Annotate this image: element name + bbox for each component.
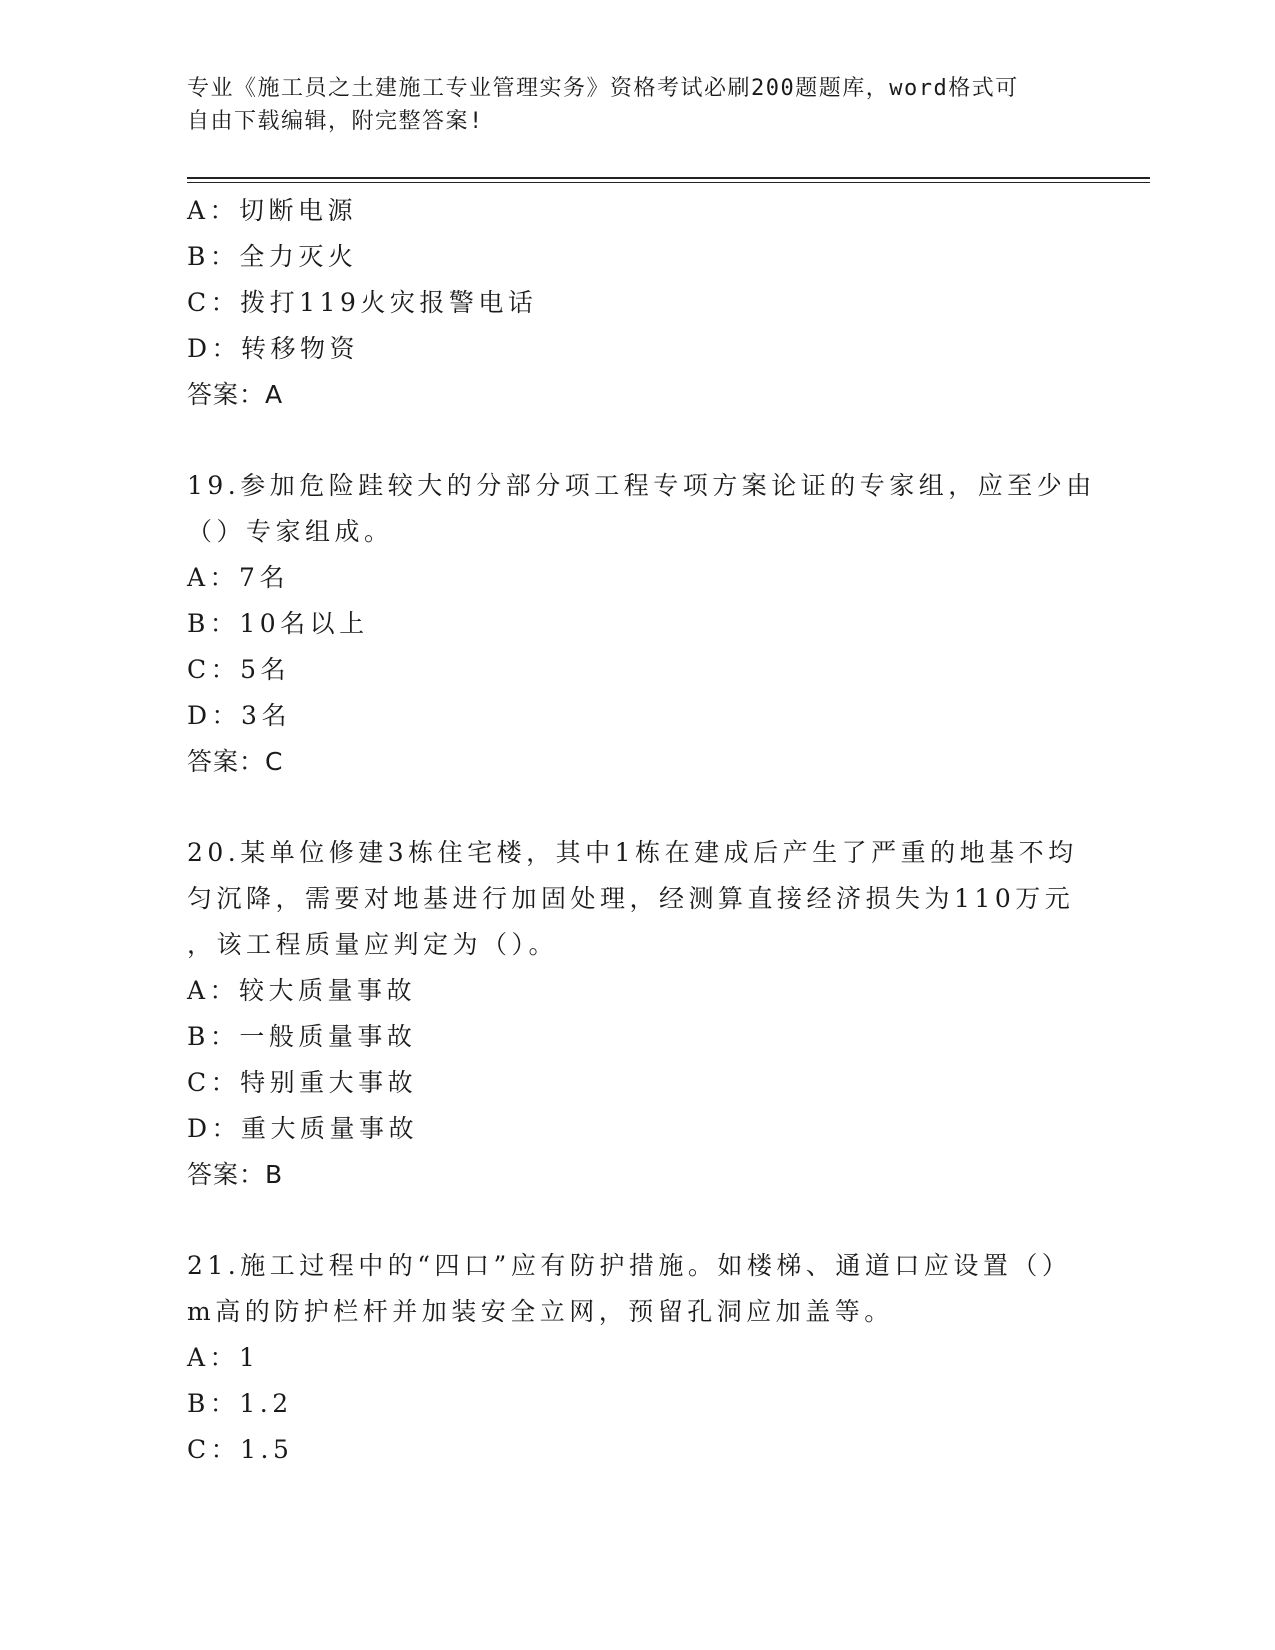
header-rule-thin xyxy=(187,182,1150,183)
option-a: A：7名 xyxy=(187,563,289,592)
option-b: B：全力灭火 xyxy=(187,242,358,271)
option-b: B：10名以上 xyxy=(187,609,369,638)
option-a: A：切断电源 xyxy=(187,196,358,225)
header-rule-thick xyxy=(187,177,1150,179)
option-c: C：5名 xyxy=(187,655,291,684)
answer-line: 答案：A xyxy=(187,380,284,409)
question-text-line: 匀沉降，需要对地基进行加固处理，经测算直接经济损失为110万元 xyxy=(187,884,1075,913)
option-d: D：重大质量事故 xyxy=(187,1114,419,1143)
question-text-line: ，该工程质量应判定为（）。 xyxy=(187,930,559,959)
spacer xyxy=(187,418,1087,463)
option-a: A：较大质量事故 xyxy=(187,976,417,1005)
question-block-19 xyxy=(187,463,1096,785)
spacer xyxy=(187,785,1087,830)
header-line-1: 专业《施工员之土建施工专业管理实务》资格考试必刷200题题库，word格式可 xyxy=(187,76,1019,101)
question-text-line: 19.参加危险跬较大的分部分项工程专项方案论证的专家组，应至少由 xyxy=(187,471,1096,500)
option-c: C：拨打119火灾报警电话 xyxy=(187,288,538,317)
option-d: D：转移物资 xyxy=(187,334,360,363)
question-block-21 xyxy=(187,1243,1087,1473)
option-b: B：一般质量事故 xyxy=(187,1022,417,1051)
question-block-20 xyxy=(187,830,1087,1198)
spacer xyxy=(187,1198,1087,1243)
question-text-line: （）专家组成。 xyxy=(187,517,394,546)
question-text-line: 21.施工过程中的“四口”应有防护措施。如楼梯、通道口应设置（） xyxy=(187,1251,1072,1280)
question-list xyxy=(187,188,1096,1473)
option-a: A：1 xyxy=(187,1343,260,1372)
header-line-2: 自由下载编辑，附完整答案! xyxy=(187,109,484,134)
question-text-line: 20.某单位修建3栋住宅楼，其中1栋在建成后产生了严重的地基不均 xyxy=(187,838,1078,867)
option-b: B：1.2 xyxy=(187,1389,293,1418)
option-c: C：特别重大事故 xyxy=(187,1068,418,1097)
answer-line: 答案：B xyxy=(187,1160,284,1189)
option-d: D：3名 xyxy=(187,701,291,730)
question-text-line: m高的防护栏杆并加装安全立网，预留孔洞应加盖等。 xyxy=(187,1297,894,1326)
document-header xyxy=(187,72,1067,138)
question-block-18 xyxy=(187,188,1087,418)
answer-line: 答案：C xyxy=(187,747,284,776)
option-c: C：1.5 xyxy=(187,1435,294,1464)
